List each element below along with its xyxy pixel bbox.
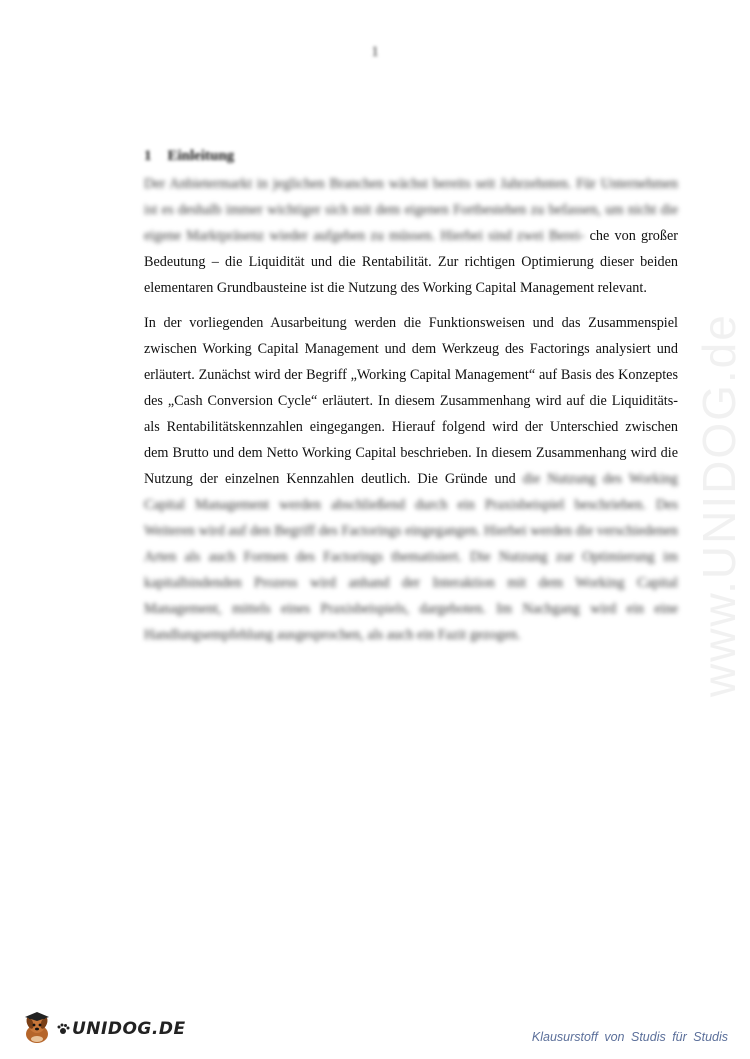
dog-mascot-icon bbox=[20, 1012, 54, 1046]
footer-tagline: Klausurstoff von Studis für Studis bbox=[531, 1030, 728, 1044]
watermark: www.UNIDOG.de bbox=[693, 313, 745, 697]
paw-icon bbox=[56, 1022, 70, 1036]
paragraph-1-visible: che von großer Bedeutung – die Liquidität und die Rentabilität. Zur richtigen Optimierung dieser beiden elementaren Grundbausteine ist die Nutzung des Working Capital Management relevant. bbox=[144, 228, 679, 296]
paragraph-1-blurred: Der Anbietermarkt in jeglichen Branchen wächst bereits seit Jahrzehnten. Für Unternehmen ist es deshalb immer wichtiger sich mit dem eigenen Fortbestehen zu befassen, um nicht die eigene Marktpräsenz wieder aufgeben zu müssen. Hierbei sind zwei Berei- bbox=[144, 176, 678, 244]
page-number: 1 bbox=[371, 44, 379, 60]
section-heading bbox=[144, 148, 678, 165]
paragraph-2-blurred: die Nutzung des Working Capital Management werden abschließend durch ein Praxisbeispiel beschrieben. Des Weiteren wird auf den Begriff des Factorings eingegangen. Hierbei werden die verschiedenen Arten als auch Formen des Factorings thematisiert. Die Nutzung zur Optimierung im kapitalbindenden Prozess wird anhand der Interaktion mit dem Working Capital Management, mittels eines Praxisbeispiels, dargeboten. Im Nachgang wird ein eine Handlungsempfehlung ausgesprochen, als auch ein Fazit gezogen. bbox=[144, 471, 678, 643]
logo-text: UNIDOG.DE bbox=[72, 1019, 186, 1039]
section-title: Einleitung bbox=[167, 148, 235, 164]
paragraph-2-visible: In der vorliegenden Ausarbeitung werden die Funktionsweisen und das Zusammenspiel zwischen Working Capital Management und dem Werkzeug des Factorings analysiert und erläutert. Zunächst wird der Begriff „Working Capital Management“ auf Basis des Konzeptes des „Cash Conversion Cycle“ erläutert. In diesem Zusammenhang wird auf die Liquiditäts- als Rentabilitätskennzahlen eingegangen. Hierauf folgend wird der Unterschied zwischen dem Brutto und dem Netto Working Capital beschrieben. In diesem Zusammenhang wird die Nutzung der einzelnen Kennzahlen deutlich. Die Gründe und bbox=[144, 315, 678, 487]
paragraph-1 bbox=[144, 171, 678, 301]
paragraph-2 bbox=[144, 310, 678, 648]
section-number: 1 bbox=[144, 148, 152, 164]
document-body bbox=[144, 148, 678, 648]
unidog-logo[interactable] bbox=[20, 1012, 186, 1046]
